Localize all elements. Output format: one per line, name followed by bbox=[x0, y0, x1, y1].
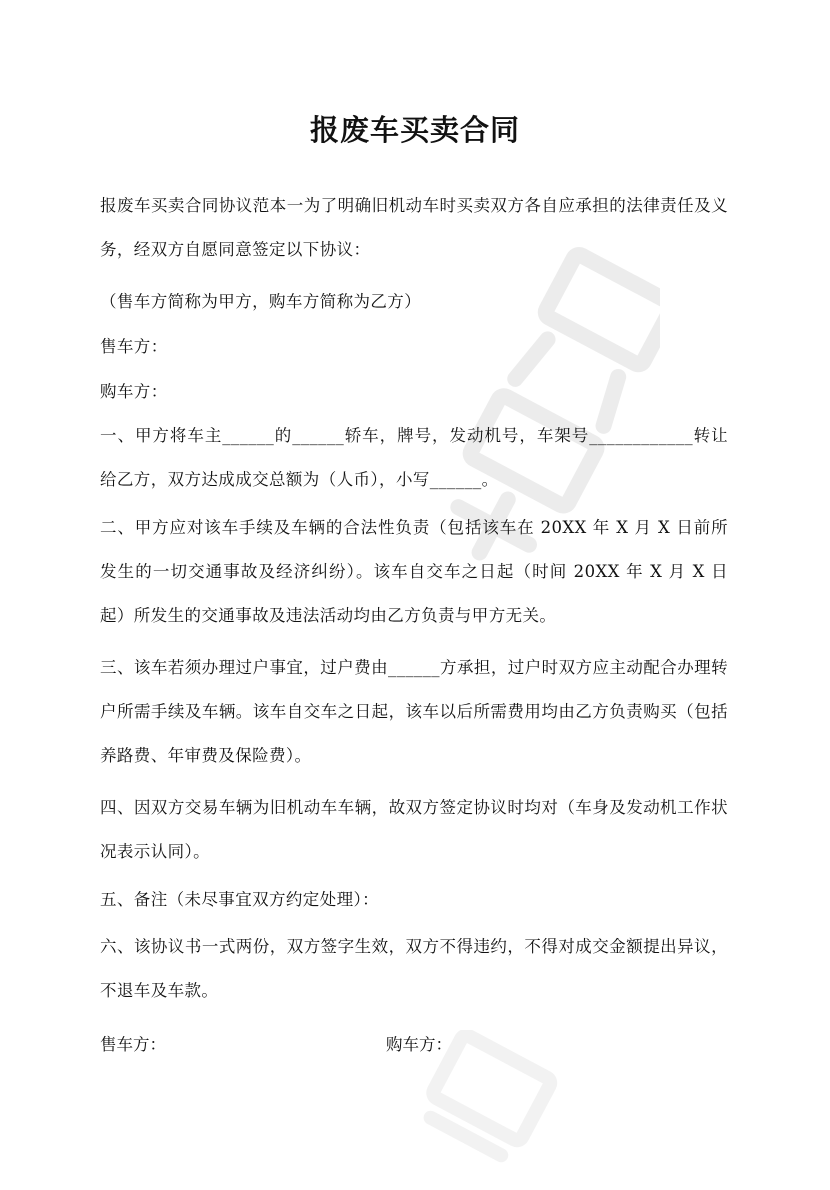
clause-3: 三、该车若须办理过户事宜，过户费由______方承担，过户时双方应主动配合办理转户所需手续及车辆。该车自交车之日起，该车以后所需费用均由乙方负责购买（包括养路费、年审费及保险费）。 bbox=[100, 658, 728, 765]
clause-5: 五、备注（未尽事宜双方约定处理）： bbox=[100, 890, 380, 909]
document-title: 报废车买卖合同 bbox=[309, 113, 520, 147]
seller-label: 售车方： bbox=[100, 337, 168, 356]
intro-paragraph: 报废车买卖合同协议范本一为了明确旧机动车时买卖双方各自应承担的法律责任及义务，经双方自愿同意签定以下协议： bbox=[100, 196, 728, 259]
seller-signature-label: 售车方： bbox=[100, 1035, 166, 1054]
clause-6: 六、该协议书一式两份，双方签字生效，双方不得违约，不得对成交金额提出异议，不退车及车款。 bbox=[100, 937, 728, 1000]
buyer-signature-label: 购车方： bbox=[386, 1035, 452, 1054]
buyer-label: 购车方： bbox=[100, 382, 168, 401]
clause-1: 一、甲方将车主______的______轿车，牌号，发动机号，车架号____________转让给乙方，双方达成成交总额为（人币），小写______。 bbox=[100, 426, 728, 489]
clause-4: 四、因双方交易车辆为旧机动车车辆，故双方签定协议时均对（车身及发动机工作状况表示认同）。 bbox=[100, 798, 728, 861]
abbreviation-paragraph: （售车方简称为甲方，购车方简称为乙方） bbox=[100, 292, 422, 311]
clause-2: 二、甲方应对该车手续及车辆的合法性负责（包括该车在 20XX 年 X 月 X 日前所发生的一切交通事故及经济纠纷）。该车自交车之日起（时间 20XX 年 X 月 X 日起）所发生的交通事故及违法活动均由乙方负责与甲方无关。 bbox=[100, 518, 728, 625]
